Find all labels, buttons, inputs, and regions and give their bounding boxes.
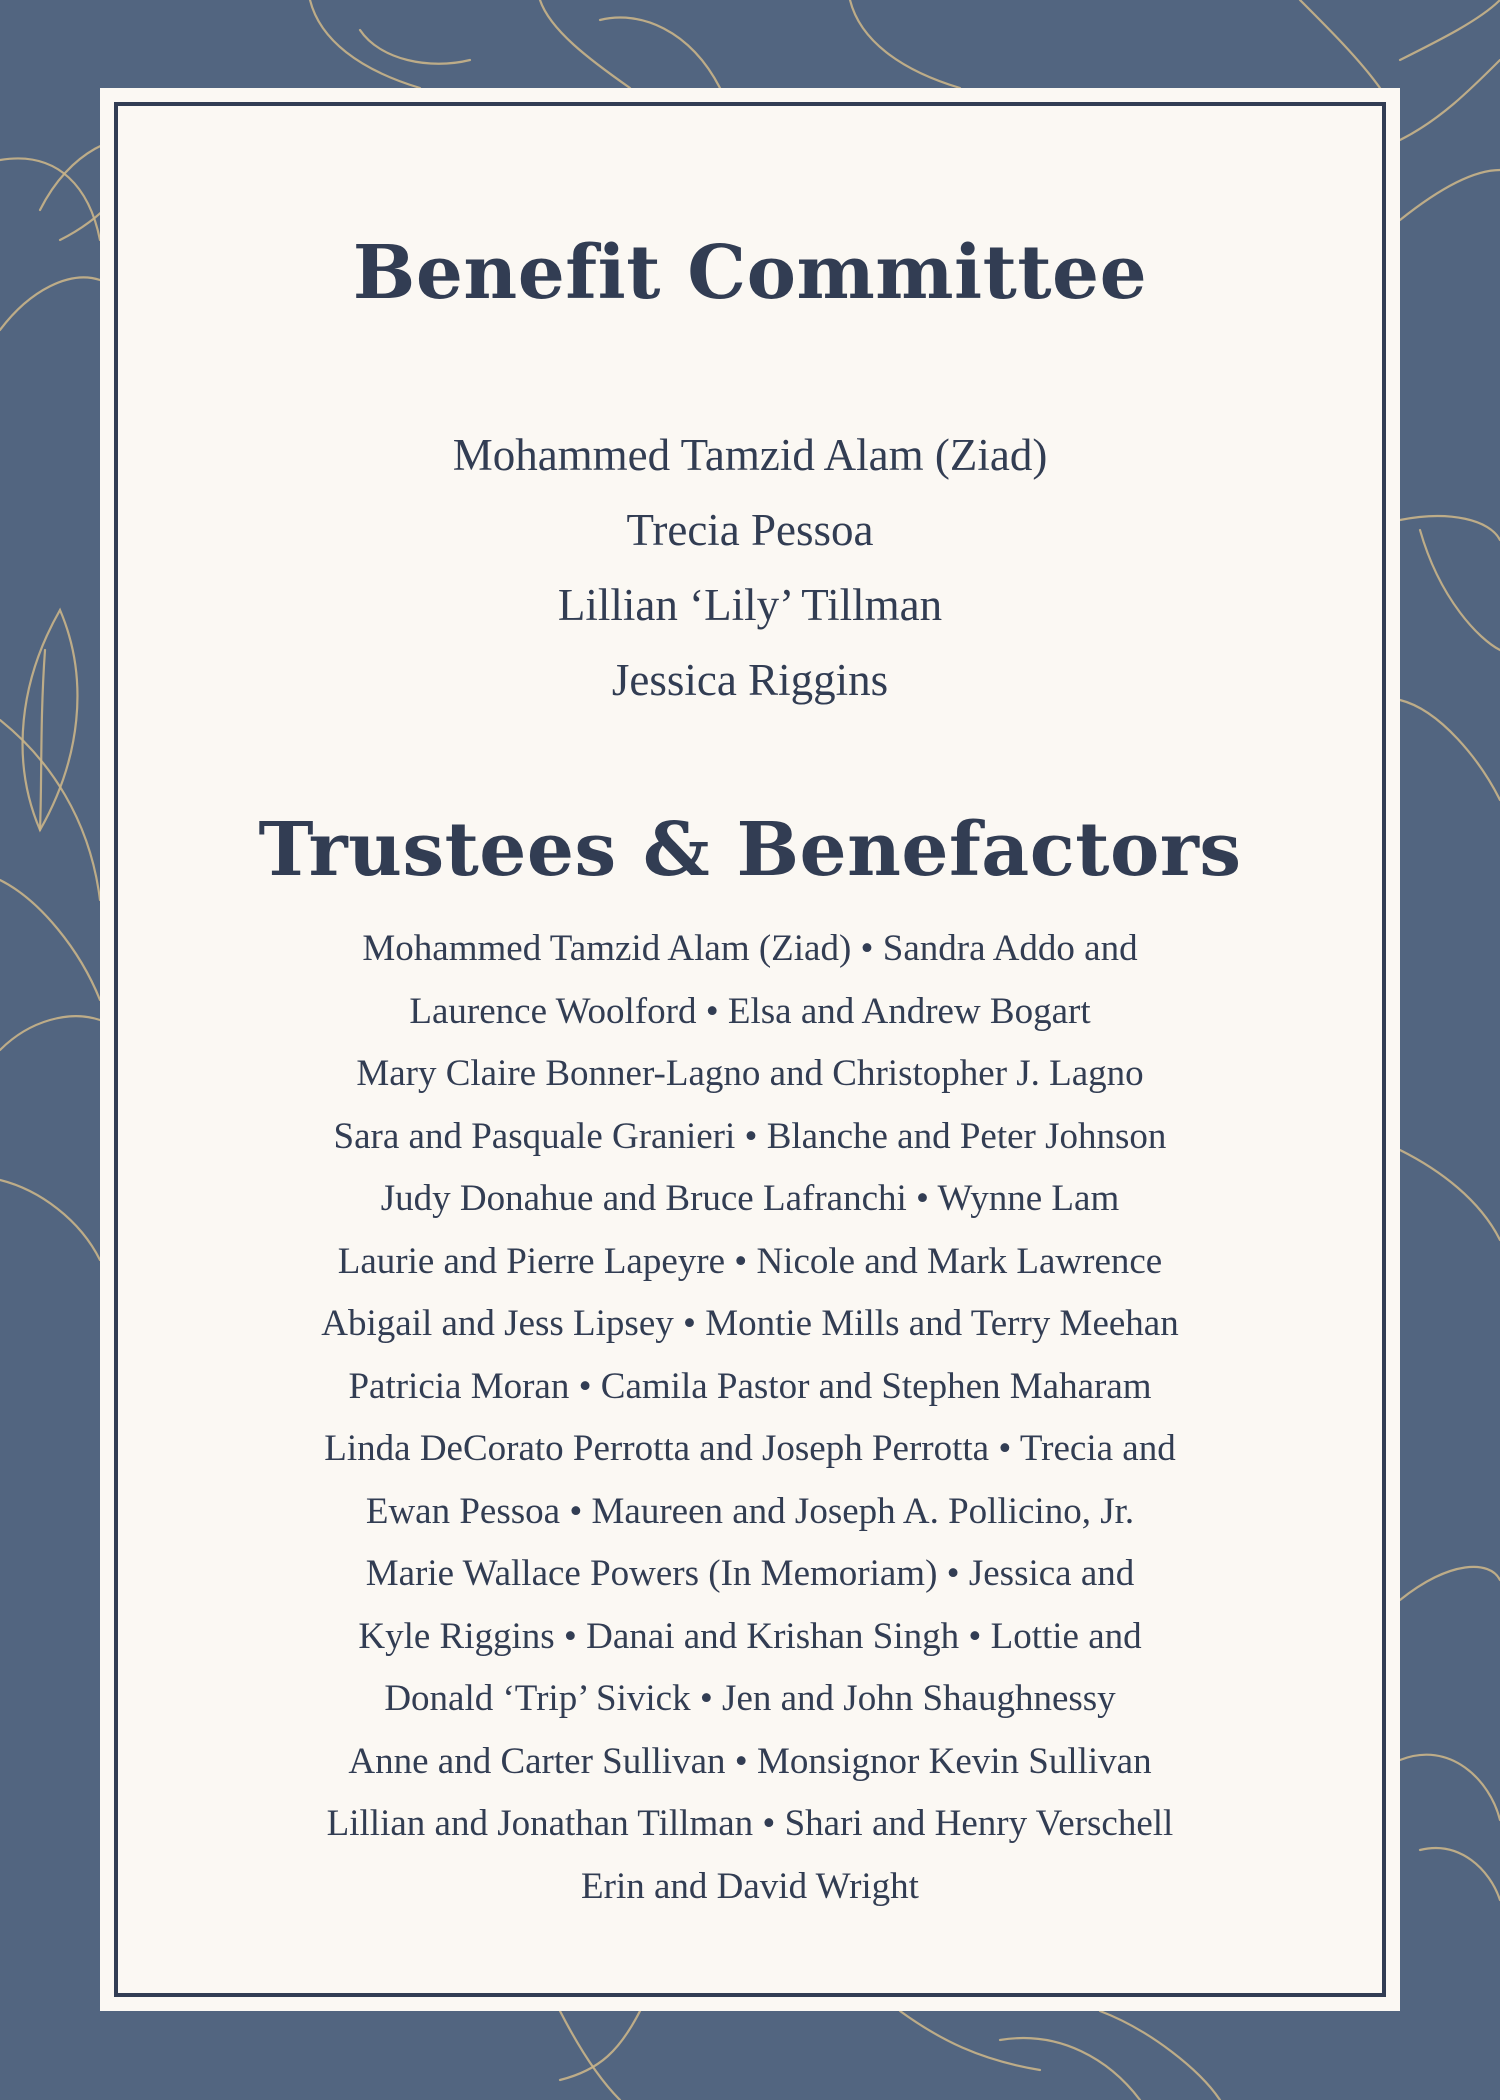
trustees-heading: Trustees & Benefactors: [258, 807, 1242, 893]
committee-member: Jessica Riggins: [611, 655, 889, 705]
trustees-line: Laurence Woolford • Elsa and Andrew Bogart: [409, 990, 1091, 1032]
trustees-line: Anne and Carter Sullivan • Monsignor Kevin Sullivan: [348, 1740, 1152, 1782]
trustees-line: Marie Wallace Powers (In Memoriam) • Jessica and: [365, 1553, 1135, 1594]
benefit-committee-heading: Benefit Committee: [352, 230, 1148, 316]
trustees-line: Laurie and Pierre Lapeyre • Nicole and Mark Lawrence: [337, 1240, 1163, 1282]
card: [100, 88, 1400, 2011]
trustees-line: Ewan Pessoa • Maureen and Joseph A. Pollicino, Jr.: [365, 1490, 1135, 1532]
committee-member: Trecia Pessoa: [626, 505, 874, 555]
trustees-line: Lillian and Jonathan Tillman • Shari and Henry Verschell: [326, 1803, 1174, 1844]
trustees-line: Sara and Pasquale Granieri • Blanche and Peter Johnson: [333, 1115, 1167, 1157]
trustees-line: Kyle Riggins • Danai and Krishan Singh • Lottie and: [358, 1615, 1142, 1657]
trustees-line: Erin and David Wright: [581, 1865, 919, 1907]
committee-member: Mohammed Tamzid Alam (Ziad): [452, 430, 1048, 480]
trustees-line: Donald ‘Trip’ Sivick • Jen and John Shaughnessy: [384, 1678, 1116, 1719]
trustees-line: Patricia Moran • Camila Pastor and Stephen Maharam: [348, 1365, 1152, 1407]
trustees-line: Abigail and Jess Lipsey • Montie Mills and Terry Meehan: [321, 1303, 1179, 1344]
trustees-line: Linda DeCorato Perrotta and Joseph Perrotta • Trecia and: [324, 1428, 1176, 1469]
trustees-list: [100, 918, 1400, 1918]
trustees-line: Mohammed Tamzid Alam (Ziad) • Sandra Addo and: [362, 928, 1138, 969]
committee-member: Lillian ‘Lily’ Tillman: [557, 580, 943, 630]
trustees-line: Judy Donahue and Bruce Lafranchi • Wynne Lam: [380, 1178, 1120, 1219]
benefit-committee-list: [100, 418, 1400, 718]
trustees-line: Mary Claire Bonner-Lagno and Christopher J. Lagno: [356, 1053, 1144, 1094]
